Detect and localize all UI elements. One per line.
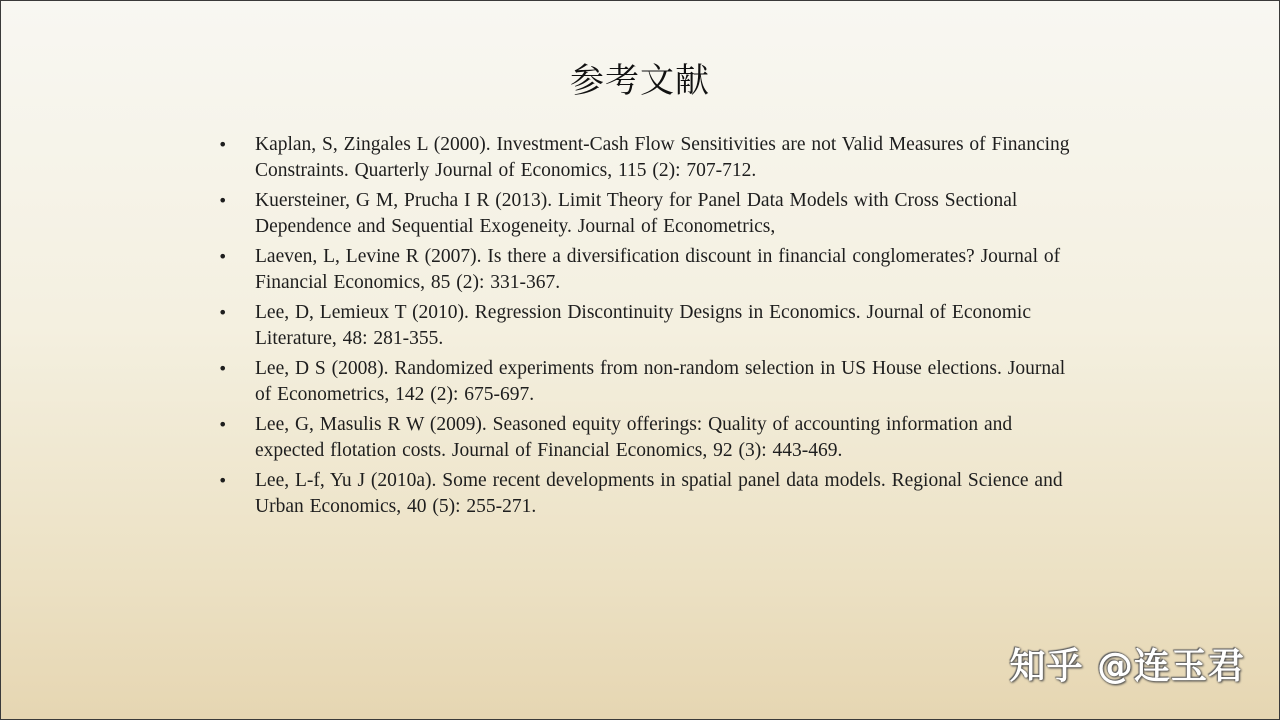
bullet-icon: • bbox=[218, 471, 228, 490]
reference-text: Lee, L-f, Yu J (2010a). Some recent developments in spatial panel data models. Regional Science and Urban Economics, 40 (5): 255-271. bbox=[255, 470, 1063, 517]
reference-text: Laeven, L, Levine R (2007). Is there a diversification discount in financial conglomerates? Journal of Financial Economics, 85 (2): 331-367. bbox=[255, 246, 1061, 293]
reference-item bbox=[213, 356, 1073, 407]
reference-text: Lee, G, Masulis R W (2009). Seasoned equity offerings: Quality of accounting information and expected flotation costs. Journal of Financial Economics, 92 (3): 443-469. bbox=[255, 414, 1013, 461]
reference-item bbox=[213, 132, 1073, 183]
reference-item bbox=[213, 300, 1073, 351]
slide-title: 参考文献 bbox=[570, 61, 710, 101]
zhihu-watermark: 知乎 @连玉君 bbox=[1009, 646, 1245, 687]
reference-item bbox=[213, 468, 1073, 519]
reference-item bbox=[213, 188, 1073, 239]
reference-list bbox=[213, 132, 1073, 524]
reference-item bbox=[213, 412, 1073, 463]
reference-text: Lee, D S (2008). Randomized experiments from non-random selection in US House elections. Journal of Econometrics, 142 (2): 675-697. bbox=[255, 358, 1066, 405]
reference-text: Kuersteiner, G M, Prucha I R (2013). Limit Theory for Panel Data Models with Cross Sectional Dependence and Sequential Exogeneity. Journal of Econometrics, bbox=[255, 190, 1018, 237]
bullet-icon: • bbox=[218, 135, 228, 154]
bullet-icon: • bbox=[218, 359, 228, 378]
reference-text: Kaplan, S, Zingales L (2000). Investment-Cash Flow Sensitivities are not Valid Measures of Financing Constraints. Quarterly Journal of Economics, 115 (2): 707-712. bbox=[255, 134, 1070, 181]
bullet-icon: • bbox=[218, 415, 228, 434]
reference-item bbox=[213, 244, 1073, 295]
bullet-icon: • bbox=[218, 303, 228, 322]
bullet-icon: • bbox=[218, 191, 228, 210]
reference-text: Lee, D, Lemieux T (2010). Regression Discontinuity Designs in Economics. Journal of Economic Literature, 48: 281-355. bbox=[255, 302, 1031, 349]
bullet-icon: • bbox=[218, 247, 228, 266]
